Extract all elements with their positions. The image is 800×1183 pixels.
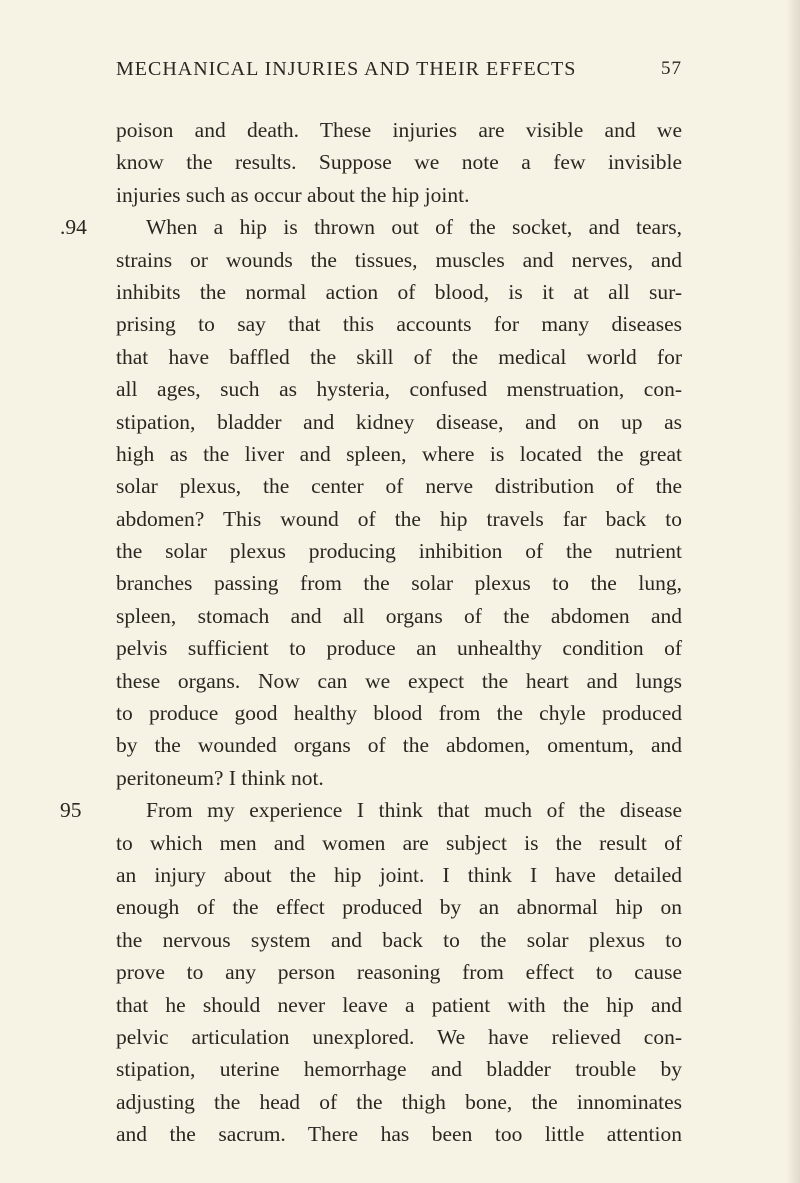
text-line: pelvic articulation unexplored. We have relieved con-	[116, 1024, 682, 1049]
text-line: the nervous system and back to the solar plexus to	[116, 927, 682, 952]
text-line: by the wounded organs of the abdomen, omentum, and	[116, 733, 682, 758]
text-line: poison and death. These injuries are visible and we	[116, 118, 682, 142]
text-line: that he should never leave a patient with the hip and	[116, 992, 682, 1017]
paragraph-number: .94	[60, 215, 87, 240]
page-number: 57	[661, 58, 682, 79]
text-line: injuries such as occur about the hip joint.	[116, 182, 470, 207]
text-line: inhibits the normal action of blood, is it at all sur-	[116, 279, 682, 304]
text-line: the solar plexus producing inhibition of the nutrient	[116, 539, 682, 564]
page-edge-shadow	[786, 0, 800, 1183]
text-line: to which men and women are subject is the result of	[116, 830, 682, 855]
text-line	[60, 794, 682, 826]
text-line: branches passing from the solar plexus to the lung,	[116, 571, 682, 596]
text-line	[60, 211, 682, 243]
text-line-content: From my experience I think that much of the disease	[146, 798, 682, 823]
running-head	[116, 58, 682, 86]
text-line: high as the liver and spleen, where is located the great	[116, 441, 682, 466]
text-line: enough of the effect produced by an abnormal hip on	[116, 895, 682, 920]
text-line-content: When a hip is thrown out of the socket, and tears,	[146, 215, 682, 240]
text-line: solar plexus, the center of nerve distribution of the	[116, 474, 682, 499]
running-title: MECHANICAL INJURIES AND THEIR EFFECTS	[116, 58, 577, 80]
text-line: prising to say that this accounts for many diseases	[116, 312, 682, 337]
text-line: prove to any person reasoning from effect to cause	[116, 960, 682, 985]
text-line: all ages, such as hysteria, confused menstruation, con-	[116, 377, 682, 402]
text-line: stipation, uterine hemorrhage and bladder trouble by	[116, 1057, 682, 1082]
paragraph-number: 95	[60, 798, 82, 823]
text-line: peritoneum? I think not.	[116, 765, 324, 790]
text-line: stipation, bladder and kidney disease, and on up as	[116, 409, 682, 434]
text-line: these organs. Now can we expect the heart and lungs	[116, 668, 682, 693]
text-line: to produce good healthy blood from the chyle produced	[116, 701, 682, 726]
text-line: that have baffled the skill of the medical world for	[116, 344, 682, 369]
text-line: and the sacrum. There has been too little attention	[116, 1122, 682, 1147]
body-text	[60, 114, 682, 1151]
text-line: an injury about the hip joint. I think I have detailed	[116, 862, 682, 887]
text-line: know the results. Suppose we note a few invisible	[116, 150, 682, 175]
text-line: adjusting the head of the thigh bone, the innominates	[116, 1089, 682, 1114]
text-line: strains or wounds the tissues, muscles and nerves, and	[116, 247, 682, 272]
text-line: pelvis sufficient to produce an unhealthy condition of	[116, 636, 682, 661]
text-line: spleen, stomach and all organs of the abdomen and	[116, 603, 682, 628]
text-line: abdomen? This wound of the hip travels far back to	[116, 506, 682, 531]
